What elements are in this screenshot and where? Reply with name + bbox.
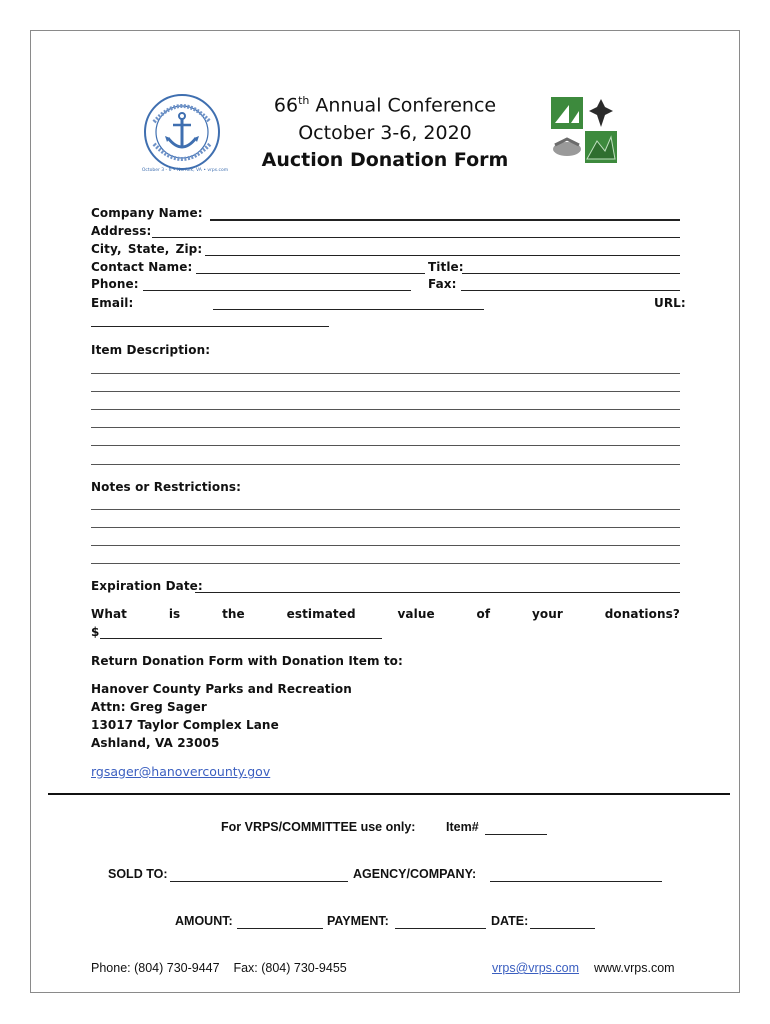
- seal-caption: October 3 - 6 • Norfolk, VA • vrps.com: [141, 168, 229, 173]
- date-line[interactable]: [530, 928, 595, 929]
- date-label: DATE:: [491, 914, 529, 928]
- address-label: Address:: [91, 224, 152, 238]
- company-name-line[interactable]: [210, 219, 680, 221]
- item-description-label: Item Description:: [91, 343, 211, 357]
- fax-line[interactable]: [461, 290, 680, 291]
- notes-line[interactable]: [91, 527, 680, 528]
- fax-label: Fax:: [428, 277, 457, 291]
- item-description-line[interactable]: [91, 464, 680, 465]
- city-state-zip-line[interactable]: [205, 255, 680, 256]
- value-question-word: is: [168, 607, 181, 621]
- item-number-line[interactable]: [485, 834, 547, 835]
- item-description-line[interactable]: [91, 373, 680, 374]
- company-name-label: Company Name:: [91, 206, 203, 220]
- amount-label: AMOUNT:: [175, 914, 233, 928]
- conference-title-rest: Annual Conference: [309, 94, 497, 117]
- value-question-word: the: [222, 607, 245, 621]
- dollar-sign: $: [91, 625, 100, 639]
- return-attn: Attn: Greg Sager: [91, 700, 207, 714]
- payment-label: PAYMENT:: [327, 914, 389, 928]
- value-question-word: your: [531, 607, 563, 621]
- value-question-word: value: [397, 607, 435, 621]
- city-state-zip-label: City, State, Zip:: [91, 242, 203, 256]
- vrps-logo: [551, 97, 617, 163]
- title-label: Title:: [428, 260, 464, 274]
- email-line[interactable]: [213, 309, 484, 310]
- item-number-label: Item#: [446, 820, 479, 834]
- conference-dates: October 3-6, 2020: [298, 122, 472, 144]
- return-instruction: Return Donation Form with Donation Item to:: [91, 654, 403, 668]
- sold-to-label: SOLD TO:: [108, 867, 168, 881]
- amount-line[interactable]: [237, 928, 323, 929]
- return-street: 13017 Taylor Complex Lane: [91, 718, 279, 732]
- item-description-line[interactable]: [91, 409, 680, 410]
- committee-header: For VRPS/COMMITTEE use only:: [221, 820, 416, 834]
- return-org: Hanover County Parks and Recreation: [91, 682, 352, 696]
- value-question-word: of: [476, 607, 491, 621]
- notes-line[interactable]: [91, 509, 680, 510]
- notes-label: Notes or Restrictions:: [91, 480, 242, 494]
- item-description-line[interactable]: [91, 427, 680, 428]
- footer-email-link[interactable]: vrps@vrps.com: [492, 961, 580, 975]
- item-description-line[interactable]: [91, 445, 680, 446]
- contact-name-label: Contact Name:: [91, 260, 193, 274]
- conference-ordinal-number: 66: [273, 94, 299, 117]
- phone-line[interactable]: [143, 290, 411, 291]
- title-line[interactable]: [462, 273, 680, 274]
- sold-to-line[interactable]: [170, 881, 348, 882]
- return-city: Ashland, VA 23005: [91, 736, 220, 750]
- footer-website[interactable]: www.vrps.com: [594, 961, 675, 975]
- item-description-line[interactable]: [91, 391, 680, 392]
- notes-line[interactable]: [91, 545, 680, 546]
- url-label: URL:: [654, 296, 686, 310]
- contact-name-line[interactable]: [196, 273, 425, 274]
- payment-line[interactable]: [395, 928, 486, 929]
- value-question-word: estimated: [286, 607, 356, 621]
- page-frame: [30, 30, 740, 993]
- agency-company-line[interactable]: [490, 881, 662, 882]
- form-title: Auction Donation Form: [261, 149, 509, 171]
- url-line[interactable]: [91, 326, 329, 327]
- value-amount-line[interactable]: [100, 638, 382, 639]
- email-label: Email:: [91, 296, 134, 310]
- value-question-word: donations?: [604, 607, 680, 621]
- footer-phone-fax: Phone: (804) 730-9447 Fax: (804) 730-9455: [91, 961, 347, 975]
- phone-label: Phone:: [91, 277, 139, 291]
- expiration-line[interactable]: [195, 592, 680, 593]
- expiration-label: Expiration Date:: [91, 579, 203, 593]
- section-divider: [48, 793, 730, 795]
- conference-ordinal-suffix: th: [298, 94, 310, 107]
- value-question-word: What: [91, 607, 128, 621]
- notes-line[interactable]: [91, 563, 680, 564]
- conference-title: [220, 94, 550, 116]
- agency-company-label: AGENCY/COMPANY:: [353, 867, 477, 881]
- return-email-link[interactable]: rgsager@hanovercounty.gov: [91, 764, 271, 779]
- address-line[interactable]: [152, 237, 680, 238]
- value-question: [91, 607, 680, 621]
